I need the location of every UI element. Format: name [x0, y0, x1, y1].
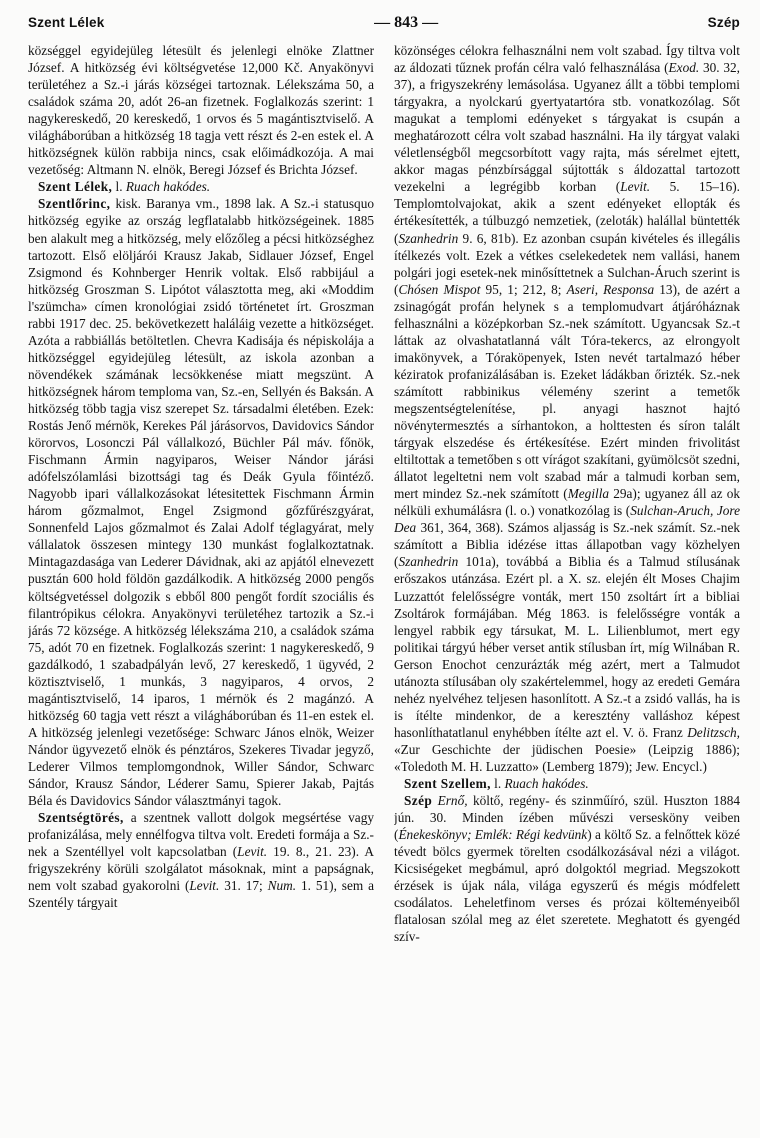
header-first-entry: Szent Lélek: [28, 15, 105, 30]
headword: Szent Szellem,: [404, 776, 491, 792]
header-last-entry: Szép: [707, 15, 740, 30]
page-number: — 843 —: [374, 14, 439, 31]
entry-szent-szellem: Szent Szellem, l. Ruach hakódes.: [404, 776, 589, 792]
running-header: [28, 14, 740, 36]
right-column: [394, 42, 740, 1138]
headword: Szentlőrinc,: [38, 196, 111, 212]
entry-continuation: közönséges célokra felhasználni nem volt szabad. Így tiltva volt az áldozati tűznek profán célra való felhasználása (Exod. 30. 32, 37), a frigyszekrény lemásolása. Ugyanez állt a többi templomi tárgyakra, a nyolckarú gyertyatartóra stb. vonatkozólag. Sőt magukat a templomi edényeket s tárgyakat is csupán a meghatározott célra volt szabad használni. Ha ily tárgyat valaki véletlenségből megcsorbított vagy rajta, más sérelmet ejtett, akkor magas pénzbírsággal sújtották s áldozattal tartozott vezekelni a legrégibb korban (Levit. 5. 15–16). Templomtolvajokat, akik a szent edényeket ellopták és értékesítették, a túlbuzgó nemzetiek, (zeloták) halállal büntették (Szanhedrin 9. 6, 81b). Ez azonban csupán kivételes és illegális ítélkezés volt. Ezek a vétkes cselekedetek nem vallási, hanem polgári jogi esetek-nek minősíttetnek a Sulchan-Áruch szerint is (Chósen Mispot 95, 1; 212, 8; Aseri, Responsa 13), de azért a zsinagógát profán helynek s a templomudvart átjáróháznak felhasználni a középkorban Sz.-nek számított. Ugyancsak Sz.-t láttak az olvashatatlanná vált Tóra-tekercs, az elrongyolt imakönyvek, a Tóraköpenyek, Isten nevét tartalmazó héber kéziratok profanizálásában is. Ezeket ládákban őrizték. Sz.-nek számított rabbinikus vélemény szerint a temetők megszentségtelenítése, pl. anyagi hasznot hajtó növénytermesztés a sírhantokon, a holttesten és síron talált tárgyak elszedése és értékesítése. Ezért minden frivolitást eltiltottak a temetőben s ott vírágot szakítani, gyümölcsöt szedni, állatot legeltetni nem volt szabad már a talmudi korban sem, mert mindez Sz.-nek számított (Megilla 29a); ugyanez áll az ok nélküli exhumálásra (l. o.) vonatkozólag is (Sulchan-Aruch, Jore Dea 361, 364, 368). Számos aljasság is Sz.-nek számít. Sz.-nek számított a Biblia idézése ittas állapotban vagy közhelyen (Szanhedrin 101a), továbbá a Biblia és a Talmud stílusának erőszakos utánzása. Ezért pl. a X. sz. elején élt Moses Chajim Luzzattót felelősségre vonták, mert 150 zsoltárt írt a bibliai Zsoltárok formájában. Még 1863. is felelősségre vonták a lengyel rabbik egy társukat, M. L. Lilienblumot, mert egy politikai tárgyú héber verset antik stílusban írt, míg Wilnában R. Gerson Enochot cenzurázták még azért, mert a Talmudot utánozta stílusában oly szakértelemmel, hogy az eredeti Gemára nehéz nyelvéhez teljesen hasonlított. A Sz.-t a zsidó vallás, ha is is ítélte mindenkor, de a keresztény valláshoz képest hasonlíthatatlanul enyhébben ítélte azt el. V. ö. Franz Delitzsch, «Zur Geschichte der jüdischen Poesie» (Leipzig 1886); «Toledoth M. H. Luzzatto» (Lemberg 1879); Jew. Encycl.): [394, 43, 740, 774]
entry-szentsegtores: Szentségtörés, a szentnek vallott dolgok megsértése vagy profanizálása, mely ennélfogva tiltva volt. Eredeti formája a Sz.-nek a Szentéllyel volt kapcsolatban (Levit. 19. 8., 21. 23). A frigyszekrény körüli szolgálatot másoknak, mint a papságnak, nem volt szabad gyakorolni (Levit. 31. 17; Num. 1. 51), sem a Szentély tárgyait: [28, 810, 374, 911]
entry-szep-erno: Szép Ernő, költő, regény- és szinműíró, szül. Huszton 1884 jún. 30. Minden ízében művészi versesköny veiben (Énekeskönyv; Emlék: Régi kedvünk) a költő Sz. a felnőttek közé tévedt bölcs gyermek törelten csodálkozásával nézi a világot. Kicsiségeket megbámul, apró dolgoktól megriad. Megszokott érzések is újak nála, világa egyszerű és mégis módfelett csodálatos. Leheletfinom verses és prózai költeményeiből flatalosan szólal meg az élet szeretete. Meghatott és gyengéd szív-: [394, 793, 740, 945]
entry-szent-lelek: Szent Lélek, l. Ruach hakódes.: [38, 179, 211, 195]
headword: Szent Lélek,: [38, 179, 113, 195]
headword: Szentségtörés,: [38, 810, 124, 826]
entry-szentlorinc: Szentlőrinc, kisk. Baranya vm., 1898 lak. A Sz.-i statusquo hitközség egyike az ország legflatalabb hitközségeinek. 1885 ben alakult meg a hitközség, mely előzőleg a pécsi hitközséghez tartozott. Első elöljárói Krausz Jakab, Sidlauer József, Engel Zsigmond és Kohnberger Henrik voltak. Első rabbijául a hitközség Groszman S. Lipótot választotta meg, aki «Moddim l'szümcha» címen kronológiai zsidó történetet írt. Groszman rabbi 1917 dec. 25. bekövetkezett haláláig vezette a hitközséget. Azóta a rabbiállás betöltetlen. Chevra Kadisája és népiskolája a hitközséggel egyidejüleg létesült, az iskola azonban a növendékek számának lecsökkenése miatt megszünt. A hitközségnek három temploma van, Sz.-en, Sellyén és Baksán. A hitközség több tagja visz szerepet Sz. társadalmi életében. Ezek: Rostás Jenő mérnök, Kerekes Pál járásorvos, Davidovics Sándor körorvos, Losonczi Pál vállalkozó, Büchler Pál máv. főnök, Fischmann Ármin nagyiparos, Weiser Nándor járási adófelszólamlási bizottsági tag és Deák Gyula főintéző. Nagyobb ipari vállalkozásokat létesitettek Fischmann Ármin három gőzmalmot, Engel Zsigmond gőzfűrészgyárat, Sonnenfeld Lajos gőzmalmot és Zalai Adolf téglagyárat, mely vállalatok összesen mintegy 130 munkást foglalkoztatnak. Mintagazdasága van Lederer Dávidnak, aki az apjától elnevezett pusztán 600 hold földön gazdálkodik. A hitközség 2000 pengős költségvetéssel dolgozik s ebből 800 pengőt fordít szociális és filantrópikus célokra. Anyakönyvi területéhez tartozik a Sz.-i járás 72 községe. A hitközség lélekszáma 210, a családok száma 75, adót 70 en fizetnek. Foglalkozás szerint: 1 nagykereskedő, 9 gazdálkodó, 1 szabadpályán levő, 27 kereskedő, 1 ügyvéd, 2 köztisztviselő, 1 munkás, 3 nagyiparos, 4 orvos, 2 magántisztviselő, 14 iparos, 1 mérnök és 2 magánzó. A hitközség 60 tagja vett részt a világháborúban és 11-en estek el. A hitközség jelenlegi vezetősége: Schwarc János elnök, Weizer Nándor ügyvezető elnök és pénztáros, Szekeres Tivadar jegyző, Lederer Vilmos templomgondnok, Willer Sándor, Schwarc Sándor, Krausz Sándor, Léderer Samu, Spierer Jakab, Pajtás Béla és Davidovics Sándor választmányi tagok.: [28, 196, 374, 809]
left-column: [28, 42, 374, 1138]
entry-continuation: községgel egyidejüleg létesült és jelenlegi elnöke Zlattner József. A hitközség évi költségvetése 12,000 Kč. Anyakönyvi területéhez a Sz.-i járás községei tartoznak. Lélekszáma 50, a családok száma 20, adót 26-an fizetnek. Foglalkozás szerint: 1 nagykereskedő, 20 kereskedő, 1 orvos és 5 magántisztviselő. A világháborúban a hitközség 18 tagja vett részt és 2-en estek el. A hitközségnek külön rabbija nincs, csak előimádkozója. A mai vezetőség: Altmann N. elnök, Beregi József és Brichta József.: [28, 43, 374, 178]
text-columns: [28, 42, 740, 1138]
headword: Szép: [404, 793, 433, 809]
